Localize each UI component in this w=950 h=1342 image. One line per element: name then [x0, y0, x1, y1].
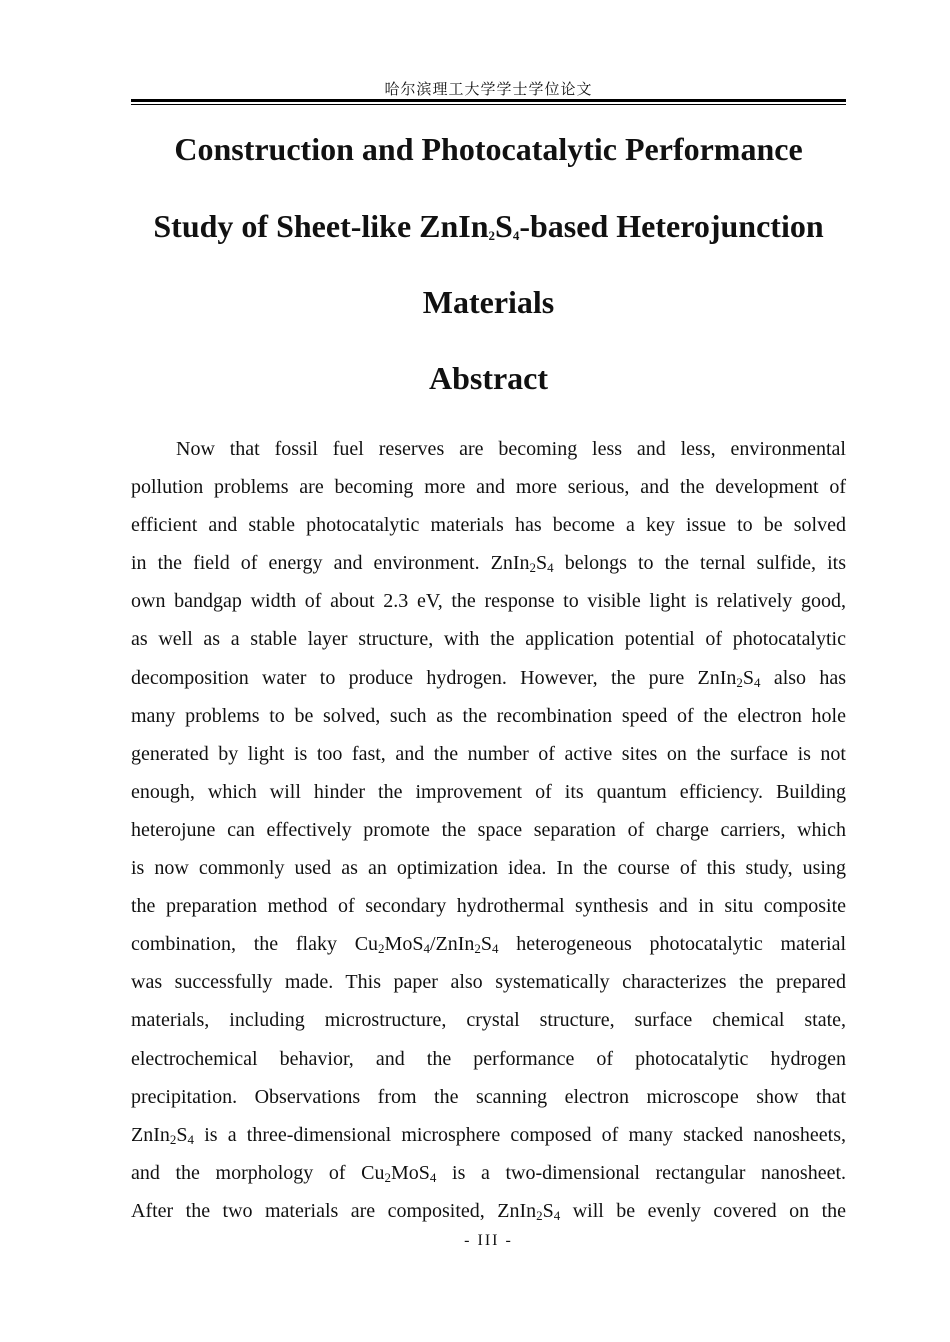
thesis-title-line-2: Study of Sheet-like $ZnIn_2S_4$-based Heterojunction [153, 208, 824, 244]
abstract-line: and the morphology of $Cu_2MoS_4$ is a two-dimensional rectangular nanosheet. [131, 1161, 847, 1185]
abstract-line: heterojune can effectively promote the space separation of charge carriers, which [131, 818, 846, 841]
abstract-line: precipitation. Observations from the scanning electron microscope show that [131, 1085, 846, 1108]
formula-cu2mos4-znin2s4: $Cu_2MoS_4/ZnIn_2S_4$ [354, 933, 499, 957]
abstract-line: was successfully made. This paper also systematically characterizes the prepared [131, 971, 846, 994]
formula-znin2s4: $ZnIn_2S_4$ [131, 1123, 195, 1147]
formula-cu2mos4: $Cu_2MoS_4$ [361, 1161, 437, 1185]
abstract-line: decomposition water to produce hydrogen. However, the pure $ZnIn_2S_4$ also has [131, 666, 846, 690]
abstract-body [131, 430, 846, 1230]
formula-znin2s4: $ZnIn_2S_4$ [497, 1199, 561, 1223]
header-rule-thin [131, 104, 846, 105]
abstract-line: $ZnIn_2S_4$ is a three-dimensional microsphere composed of many stacked nanosheets, [131, 1123, 847, 1147]
abstract-line: in the field of energy and environment. $ZnIn_2S_4$ belongs to the ternal sulfide, its [131, 552, 846, 576]
abstract-line: is now commonly used as an optimization idea. In the course of this study, using [131, 857, 846, 880]
abstract-line: the preparation method of secondary hydrothermal synthesis and in situ composite [131, 895, 846, 918]
abstract-line: many problems to be solved, such as the recombination speed of the electron hole [131, 704, 846, 727]
header-rule-thick [131, 99, 846, 102]
thesis-title-line-1: Construction and Photocatalytic Performance [174, 131, 803, 167]
page-number: - III - [464, 1232, 513, 1249]
abstract-heading: Abstract [428, 360, 549, 396]
abstract-line: Now that fossil fuel reserves are becoming less and less, environmental [176, 438, 846, 460]
abstract-line: as well as a stable layer structure, with the application potential of photocatalytic [131, 628, 846, 651]
abstract-line: generated by light is too fast, and the number of active sites on the surface is not [131, 742, 846, 765]
abstract-line: After the two materials are composited, $ZnIn_2S_4$ will be evenly covered on the [131, 1199, 847, 1223]
abstract-line: combination, the flaky $Cu_2MoS_4/ZnIn_2S_4$ heterogeneous photocatalytic material [131, 933, 847, 957]
running-header: 哈尔滨理工大学学士学位论文 [384, 80, 593, 98]
formula-znin2s4: $ZnIn_2S_4$ [490, 552, 554, 576]
formula-znin2s4: $ZnIn_2S_4$ [697, 666, 761, 690]
abstract-line: electrochemical behavior, and the performance of photocatalytic hydrogen [131, 1047, 846, 1070]
abstract-line: pollution problems are becoming more and more serious, and the development of [131, 476, 846, 499]
abstract-line: materials, including microstructure, crystal structure, surface chemical state, [131, 1009, 846, 1032]
thesis-title-line-3: Materials [422, 284, 555, 320]
abstract-line: enough, which will hinder the improvement of its quantum efficiency. Building [131, 780, 846, 803]
abstract-line: efficient and stable photocatalytic materials has become a key issue to be solved [131, 514, 846, 537]
abstract-line: own bandgap width of about 2.3 eV, the response to visible light is relatively good, [131, 590, 846, 613]
